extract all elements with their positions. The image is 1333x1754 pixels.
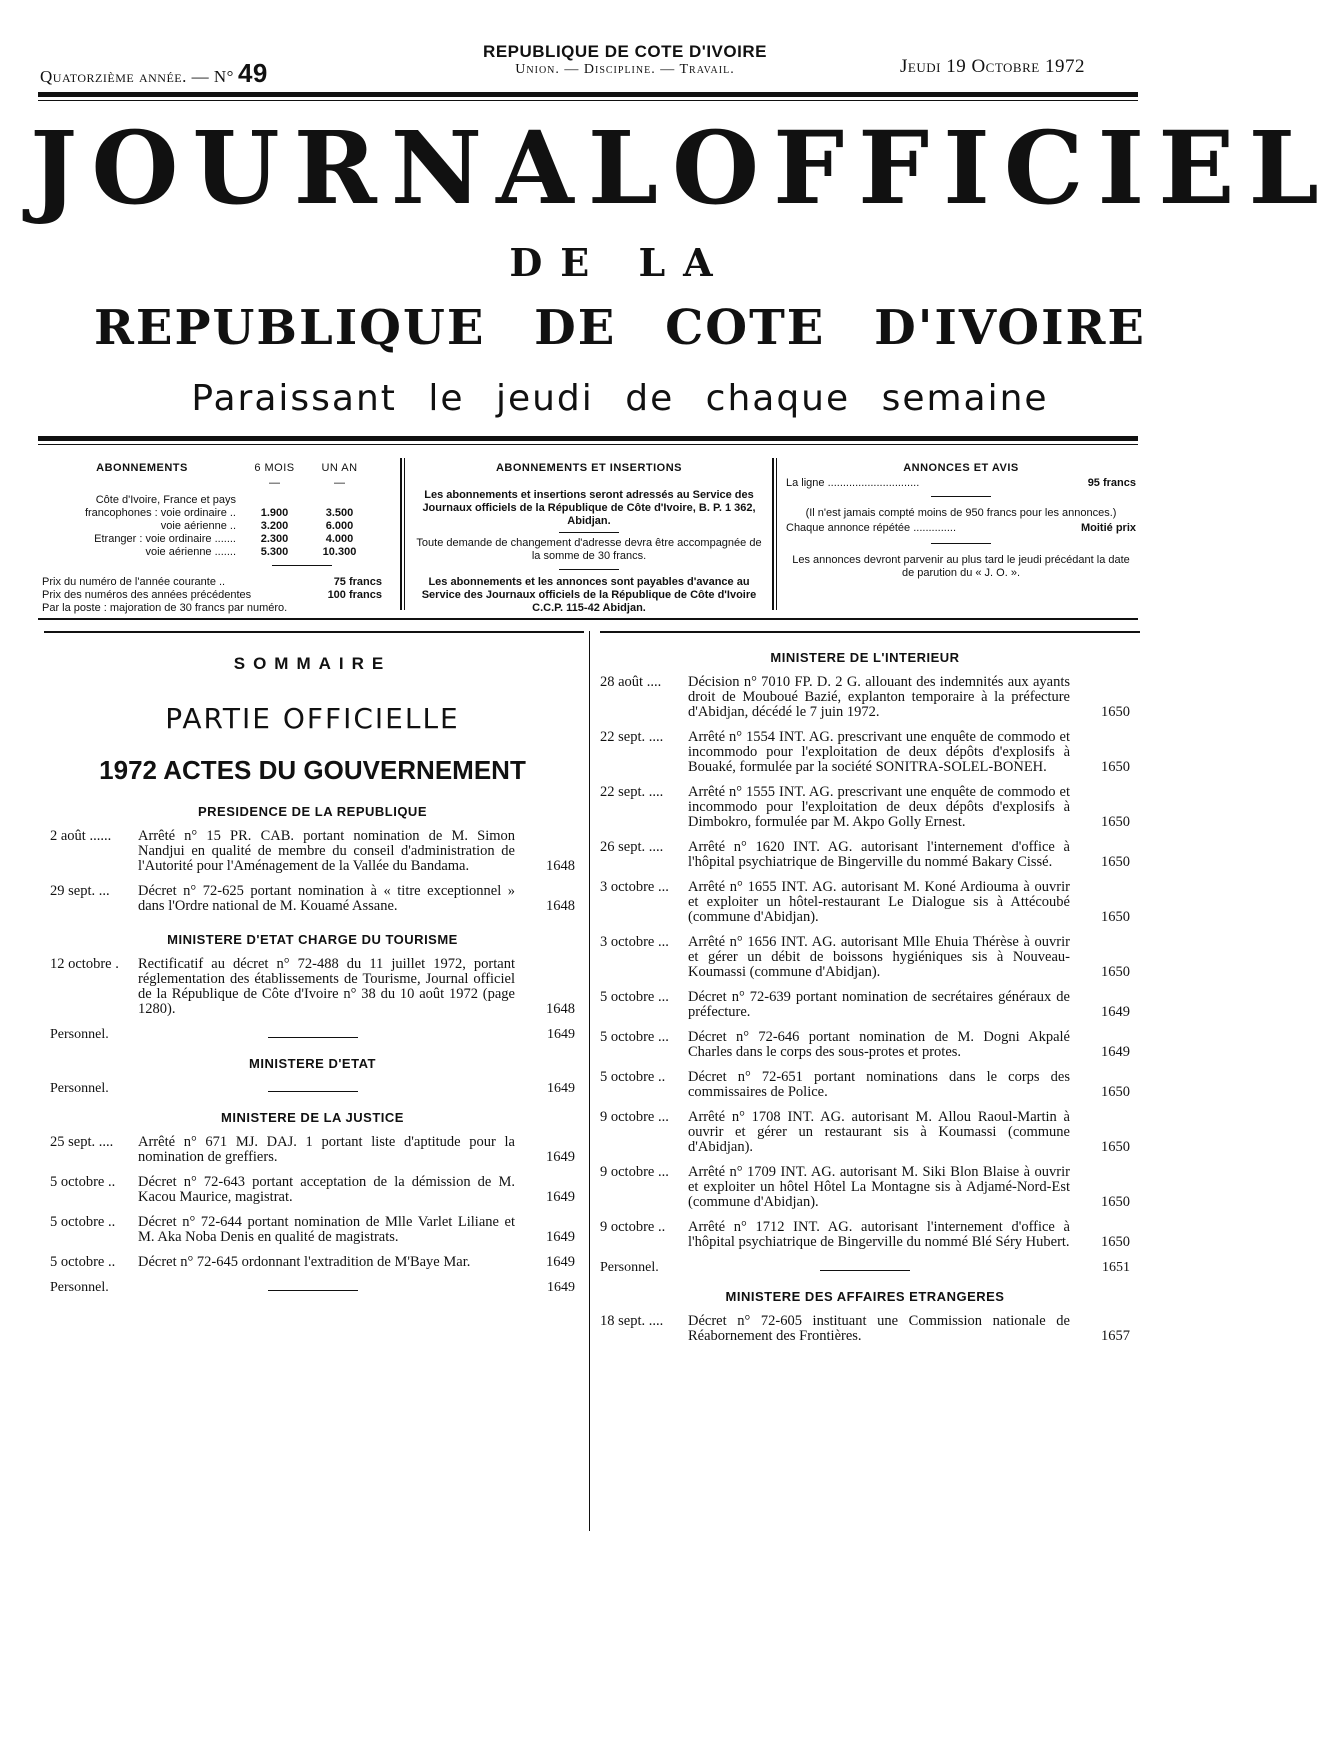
subscriptions-col-unan: UN AN xyxy=(321,462,358,474)
insertions-title: ABONNEMENTS ET INSERTIONS xyxy=(495,462,683,474)
issue-date: Jeudi 19 Octobre 1972 xyxy=(900,56,1085,77)
summary-entry xyxy=(600,880,1130,925)
ministry-title: MINISTERE D'ETAT CHARGE DU TOURISME xyxy=(167,932,458,947)
personnel-label: Personnel. xyxy=(600,1260,659,1275)
entry-text: Décret n° 72-639 portant nomination de secrétaires généraux de préfecture. xyxy=(688,989,1070,1020)
summary-entry xyxy=(50,884,575,914)
entry-text: Décret n° 72-645 ordonnant l'extradition de M'Baye Mar. xyxy=(138,1254,471,1270)
entry-text: Décret n° 72-643 portant acceptation de la démission de M. Kacou Maurice, magistrat. xyxy=(138,1174,515,1205)
ministry-section xyxy=(600,650,1130,1275)
masthead-de-la: DE LA xyxy=(509,240,731,285)
subscription-6mois: 2.300 xyxy=(260,533,289,545)
price-label: Prix des numéros des années précédentes xyxy=(42,589,252,601)
personnel-page: 1651 xyxy=(1102,1260,1130,1275)
partie-officielle-heading: PARTIE OFFICIELLE xyxy=(165,702,460,735)
subscription-6mois: 1.900 xyxy=(260,507,289,519)
entry-date: 22 sept. .... xyxy=(600,729,664,745)
personnel-entry xyxy=(50,1280,575,1296)
entry-date: 5 octobre .. xyxy=(600,1069,666,1085)
republic-motto: Union. — Discipline. — Travail. xyxy=(515,62,735,77)
entry-date: 26 sept. .... xyxy=(600,839,664,855)
price-row xyxy=(42,602,382,615)
entry-text: Arrêté n° 1555 INT. AG. prescrivant une enquête de commodo et incommodo pour l'exploitation de deux dépôts d'explosifs à Dimbokro, formulée par M. Akpo Golly Ernest. xyxy=(688,784,1070,830)
annonces-divider-2 xyxy=(931,543,991,544)
summary-entry xyxy=(600,1030,1130,1060)
summary-entry xyxy=(600,785,1130,830)
annonces-box xyxy=(786,462,1136,580)
subscription-label: voie aérienne .. xyxy=(160,520,236,532)
subscription-label: voie aérienne ....... xyxy=(145,546,236,558)
entry-text: Arrêté n° 1712 INT. AG. autorisant l'internement d'office à l'hôpital psychiatrique de Bingerville du nommé Blé Séry Hubert. xyxy=(688,1219,1070,1250)
republic-name: REPUBLIQUE DE COTE D'IVOIRE xyxy=(483,42,767,61)
subscription-6mois: 5.300 xyxy=(260,546,289,558)
subscription-unan: 6.000 xyxy=(325,520,354,532)
entry-text: Décret n° 72-625 portant nomination à « titre exceptionnel » dans l'Ordre national de M. Kouamé Assane. xyxy=(138,883,515,914)
entry-date: 28 août .... xyxy=(600,674,662,690)
personnel-label: Personnel. xyxy=(50,1280,109,1295)
summary-entry xyxy=(600,1220,1130,1250)
subscription-row xyxy=(42,546,382,559)
personnel-page: 1649 xyxy=(547,1081,575,1096)
entry-date: 25 sept. .... xyxy=(50,1134,114,1150)
entry-text: Arrêté n° 15 PR. CAB. portant nomination de M. Simon Nandjui en qualité de membre du conseil d'administration de l'Autorité pour l'Aménagement de la Vallée du Bandama. xyxy=(138,828,515,874)
entry-page: 1649 xyxy=(546,1229,575,1245)
entry-page: 1650 xyxy=(1101,1139,1130,1155)
subscription-row xyxy=(42,520,382,533)
personnel-entry xyxy=(50,1027,575,1043)
summary-left-column xyxy=(50,654,575,1295)
left-column-top-rule xyxy=(44,631,584,633)
summary-entry xyxy=(600,1314,1130,1344)
entry-text: Arrêté n° 1620 INT. AG. autorisant l'internement d'office à l'hôpital psychiatrique de Bingerville du nommé Bakary Cissé. xyxy=(688,839,1070,870)
insertions-box xyxy=(414,462,764,615)
annonces-deadline: Les annonces devront parvenir au plus tard le jeudi précédant la date de parution du « J. O. ». xyxy=(792,554,1130,579)
masthead-word-journal: JOURNAL xyxy=(30,109,673,227)
summary-right-column xyxy=(600,650,1130,1354)
summary-entry xyxy=(600,730,1130,775)
summary-entry xyxy=(50,829,575,874)
masthead-rule xyxy=(38,436,1138,441)
summary-entry xyxy=(600,675,1130,720)
entry-text: Arrêté n° 1554 INT. AG. prescrivant une enquête de commodo et incommodo pour l'exploitation de deux dépôts d'explosifs à Bouaké, formulée par la société SONITRA-SOLEL-BONEH. xyxy=(688,729,1070,775)
entry-text: Décret n° 72-605 instituant une Commission nationale de Réabornement des Frontières. xyxy=(688,1313,1070,1344)
box-divider-2 xyxy=(772,458,774,610)
price-value: 75 francs xyxy=(333,576,382,588)
header-rule xyxy=(38,92,1138,97)
summary-entry xyxy=(600,840,1130,870)
masthead-title xyxy=(30,109,1333,227)
column-divider xyxy=(589,631,590,1531)
entry-text: Arrêté n° 1655 INT. AG. autorisant M. Koné Ardiouma à ouvrir et exploiter un hôtel-restaurant Le Dialogue sis à Attécoubé (commune d'Abidjan). xyxy=(688,879,1070,925)
summary-entry xyxy=(600,1070,1130,1100)
entry-date: 5 octobre .. xyxy=(50,1254,116,1270)
entry-date: 3 octobre ... xyxy=(600,879,669,895)
price-row xyxy=(42,576,382,589)
entry-text: Arrêté n° 671 MJ. DAJ. 1 portant liste d'aptitude pour la nomination de greffiers. xyxy=(138,1134,515,1165)
annonces-ligne-label: La ligne .............................. xyxy=(786,477,920,489)
entry-page: 1649 xyxy=(1101,1044,1130,1060)
insertions-change-address: Toute demande de changement d'adresse devra être accompagnée de la somme de 30 francs. xyxy=(416,537,762,562)
masthead-word-officiel: OFFICIEL xyxy=(672,109,1333,227)
insertions-payment: Les abonnements et les annonces sont payables d'avance au Service des Journaux officiels de la République de Côte d'Ivoire C.C.P. 115-42 Abidjan. xyxy=(421,576,757,614)
masthead-tagline: Paraissant le jeudi de chaque semaine xyxy=(191,378,1049,419)
ministry-section xyxy=(50,1110,575,1295)
personnel-page: 1649 xyxy=(547,1027,575,1042)
entry-text: Décret n° 72-651 portant nominations dans le corps des commissaires de Police. xyxy=(688,1069,1070,1100)
subscription-6mois xyxy=(242,494,307,507)
entry-page: 1648 xyxy=(546,898,575,914)
summary-entry xyxy=(50,1255,575,1270)
info-bottom-rule xyxy=(38,618,1138,620)
annonces-divider-1 xyxy=(931,496,991,497)
summary-entry xyxy=(600,1110,1130,1155)
subscriptions-divider xyxy=(272,565,332,566)
entry-page: 1650 xyxy=(1101,704,1130,720)
right-column-top-rule xyxy=(600,631,1140,633)
summary-entry xyxy=(600,935,1130,980)
ministry-title: MINISTERE DES AFFAIRES ETRANGERES xyxy=(725,1289,1005,1304)
sommaire-heading: SOMMAIRE xyxy=(233,654,392,673)
entry-text: Décret n° 72-646 portant nomination de M. Dogni Akpalé Charles dans le corps des sous-protes et protes. xyxy=(688,1029,1070,1060)
entry-page: 1650 xyxy=(1101,759,1130,775)
subscriptions-box: ABONNEMENTS 6 MOIS UN AN — — Côte d'Ivoire, France et pays francophones : voie ordinaire .. 1.900 3.500 voie aérienne .. 3.200 6.000 Etranger : voie ordinaire ....... 2.300 4.000 voie aérienne ....... 5.300 10.300 Prix du numéro de l'année courante .. 75 francs Prix des numéros des années précédentes 100 francs Par la poste : majoration de 30 francs par numéro. xyxy=(42,462,382,614)
insertions-divider-1 xyxy=(559,532,619,533)
summary-entry xyxy=(50,1175,575,1205)
entry-date: 29 sept. ... xyxy=(50,883,110,899)
ministry-title: PRESIDENCE DE LA REPUBLIQUE xyxy=(198,804,427,819)
entry-text: Arrêté n° 1709 INT. AG. autorisant M. Siki Blon Blaise à ouvrir et exploiter un hôtel Hôtel La Montagne sis à Adjamé-Nord-Est (commune d'Abidjan). xyxy=(688,1164,1070,1210)
entry-date: 5 octobre .. xyxy=(50,1214,116,1230)
entry-page: 1649 xyxy=(546,1149,575,1165)
ministry-section xyxy=(50,932,575,1042)
entry-date: 18 sept. .... xyxy=(600,1313,664,1329)
subscription-unan: 4.000 xyxy=(325,533,354,545)
price-value: 100 francs xyxy=(327,589,382,601)
subscriptions-title: ABONNEMENTS xyxy=(96,462,188,474)
header-rule-thin xyxy=(38,100,1138,101)
masthead-republic: REPUBLIQUE DE COTE D'IVOIRE xyxy=(93,300,1147,356)
box-divider-1b xyxy=(404,458,405,610)
subscriptions-rows xyxy=(42,494,382,559)
entry-date: 9 octobre ... xyxy=(600,1109,669,1125)
entry-page: 1649 xyxy=(1101,1004,1130,1020)
annonces-repeat-value: Moitié prix xyxy=(1080,522,1136,534)
box-divider-2b xyxy=(776,458,777,610)
entry-page: 1650 xyxy=(1101,814,1130,830)
entry-date: 3 octobre ... xyxy=(600,934,669,950)
ministry-title: MINISTERE DE L'INTERIEUR xyxy=(770,650,960,665)
edition-info xyxy=(40,58,268,89)
insertions-divider-2 xyxy=(559,569,619,570)
summary-entry xyxy=(50,957,575,1017)
entry-date: 22 sept. .... xyxy=(600,784,664,800)
personnel-label: Personnel. xyxy=(50,1081,109,1096)
price-label: Prix du numéro de l'année courante .. xyxy=(42,576,226,588)
entry-date: 9 octobre ... xyxy=(600,1164,669,1180)
ministry-title: MINISTERE D'ETAT xyxy=(249,1056,376,1071)
entry-page: 1650 xyxy=(1101,1194,1130,1210)
entry-date: 5 octobre ... xyxy=(600,989,669,1005)
subscription-6mois: 3.200 xyxy=(260,520,289,532)
entry-page: 1650 xyxy=(1101,1084,1130,1100)
entry-text: Décret n° 72-644 portant nomination de Mlle Varlet Liliane et M. Aka Noba Denis en qualité de magistrats. xyxy=(138,1214,515,1245)
ministry-title: MINISTERE DE LA JUSTICE xyxy=(221,1110,404,1125)
ministry-section xyxy=(600,1289,1130,1344)
subscription-row xyxy=(42,494,382,507)
annonces-title: ANNONCES ET AVIS xyxy=(903,462,1019,474)
subscription-unan: 3.500 xyxy=(325,507,354,519)
left-sections xyxy=(50,804,575,1295)
summary-entry xyxy=(600,990,1130,1020)
subscription-row xyxy=(42,533,382,546)
ministry-section xyxy=(50,804,575,914)
summary-entry xyxy=(600,1165,1130,1210)
subscriptions-col-6mois: 6 MOIS xyxy=(254,462,295,474)
subscription-label: Côte d'Ivoire, France et pays xyxy=(95,494,236,506)
entry-page: 1649 xyxy=(546,1189,575,1205)
entry-text: Arrêté n° 1708 INT. AG. autorisant M. Allou Raoul-Martin à ouvrir et gérer un restaurant sis à Koumassi (commune d'Abidjan). xyxy=(688,1109,1070,1155)
entry-page: 1648 xyxy=(546,858,575,874)
subscription-unan xyxy=(307,494,372,507)
personnel-label: Personnel. xyxy=(50,1027,109,1042)
entry-page: 1649 xyxy=(546,1254,575,1270)
entry-date: 2 août ...... xyxy=(50,828,112,844)
entry-date: 12 octobre . xyxy=(50,956,119,972)
right-sections xyxy=(600,650,1130,1344)
edition-label: Quatorzième année. — N° xyxy=(40,67,234,86)
republic-header xyxy=(430,42,820,78)
entry-page: 1650 xyxy=(1101,854,1130,870)
summary-entry xyxy=(50,1215,575,1245)
actes-heading: 1972 ACTES DU GOUVERNEMENT xyxy=(99,755,526,785)
subscription-unan: 10.300 xyxy=(322,546,357,558)
entry-text: Rectificatif au décret n° 72-488 du 11 juillet 1972, portant réglementation des établissements de Tourisme, Journal officiel de la République de Côte d'Ivoire n° 38 du 10 août 1972 (page 1280). xyxy=(138,956,515,1017)
price-row xyxy=(42,589,382,602)
entry-date: 5 octobre ... xyxy=(600,1029,669,1045)
entry-text: Arrêté n° 1656 INT. AG. autorisant Mlle Ehuia Thérèse à ouvrir et gérer un débit de boissons hygiéniques sis à Nouveau-Koumassi (commune d'Abidjan). xyxy=(688,934,1070,980)
entry-page: 1650 xyxy=(1101,964,1130,980)
personnel-entry xyxy=(50,1081,575,1097)
box-divider-1 xyxy=(400,458,402,610)
annonces-ligne-value: 95 francs xyxy=(1087,477,1136,489)
subscription-row xyxy=(42,507,382,520)
annonces-repeat-label: Chaque annonce répétée .............. xyxy=(786,522,957,534)
entry-text: Décision n° 7010 FP. D. 2 G. allouant des indemnités aux ayants droit de Mouboué Bazié, explanton temporaire à la préfecture d'Abidjan, décédé le 7 juin 1972. xyxy=(688,674,1070,720)
summary-entry xyxy=(50,1135,575,1165)
issue-number: 49 xyxy=(237,58,268,88)
insertions-address: Les abonnements et insertions seront adressés au Service des Journaux officiels de la République de Côte d'Ivoire, B. P. 1 362, Abidjan. xyxy=(422,489,756,527)
entry-date: 9 octobre .. xyxy=(600,1219,666,1235)
entry-page: 1650 xyxy=(1101,1234,1130,1250)
personnel-entry xyxy=(600,1260,1130,1276)
personnel-page: 1649 xyxy=(547,1280,575,1295)
price-label: Par la poste : majoration de 30 francs par numéro. xyxy=(42,602,288,614)
entry-page: 1650 xyxy=(1101,909,1130,925)
entry-page: 1657 xyxy=(1101,1328,1130,1344)
ministry-section xyxy=(50,1056,575,1096)
subscription-label: Etranger : voie ordinaire ....... xyxy=(94,533,236,545)
annonces-note: (Il n'est jamais compté moins de 950 francs pour les annonces.) xyxy=(805,507,1117,519)
entry-date: 5 octobre .. xyxy=(50,1174,116,1190)
masthead-rule-thin xyxy=(38,444,1138,445)
entry-page: 1648 xyxy=(546,1001,575,1017)
subscription-label: francophones : voie ordinaire .. xyxy=(84,507,236,519)
subscriptions-prices xyxy=(42,576,382,615)
